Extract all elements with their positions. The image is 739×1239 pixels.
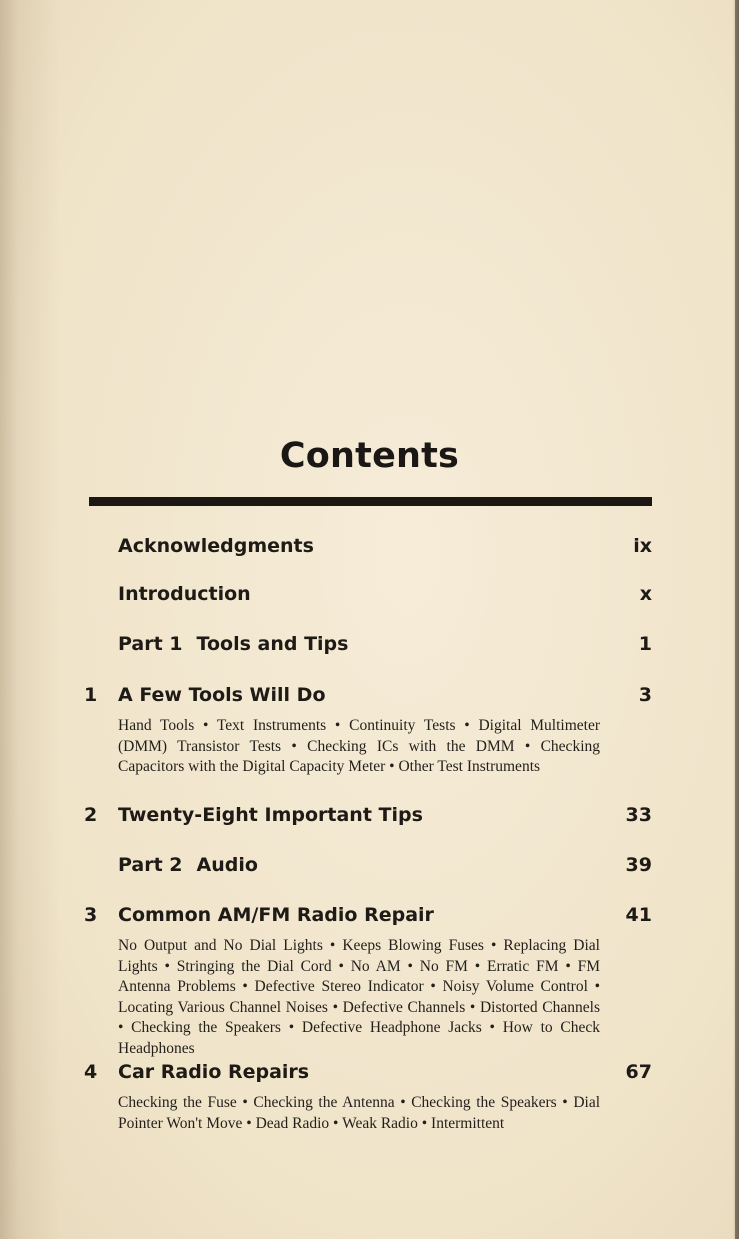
toc-entry-acknowledgments[interactable] (84, 533, 652, 559)
toc-chapter-number: 2 (84, 804, 98, 826)
toc-entry-title: Introduction (118, 583, 251, 605)
toc-entry-page: x (639, 583, 652, 605)
toc-chapter-number: 3 (84, 904, 98, 926)
toc-entry-page: 33 (625, 804, 652, 826)
toc-entry-chapter-3[interactable] (84, 902, 652, 1059)
toc-entry-title: Audio (196, 854, 258, 876)
toc-entry-page: 41 (625, 904, 652, 926)
toc-entry-page: 39 (625, 854, 652, 876)
toc-entry-title: Car Radio Repairs (118, 1061, 310, 1083)
toc-entry-title: Common AM/FM Radio Repair (118, 904, 434, 926)
toc-entry-introduction[interactable] (84, 581, 652, 607)
page-title: Contents (279, 436, 460, 476)
toc-entry-chapter-4[interactable] (84, 1059, 652, 1134)
toc-entry-description: No Output and No Dial Lights • Keeps Blowing Fuses • Replacing Dial Lights • Stringing the Dial Cord • No AM • No FM • Erratic FM • FM Antenna Problems • Defective Stereo Indicator • Noisy Volume Control • Locating Various Channel Noises • Defective Channels • Distorted Channels • Checking the Speakers • Defective Headphone Jacks • How to Check Headphones (118, 937, 600, 1057)
toc-part-number: Part 2 (118, 854, 183, 876)
toc-chapter-number: 1 (84, 684, 98, 706)
toc-entry-title: A Few Tools Will Do (118, 684, 326, 706)
toc-entry-part-1[interactable] (84, 631, 652, 657)
toc-entry-chapter-2[interactable] (84, 802, 652, 828)
toc-entry-description: Hand Tools • Text Instruments • Continuity Tests • Digital Multimeter (DMM) Transistor Tests • Checking ICs with the DMM • Checking Capacitors with the Digital Capacity Meter • Other Test Instruments (118, 717, 600, 775)
toc-entry-title: Acknowledgments (118, 535, 314, 557)
toc-entry-page: ix (633, 535, 652, 557)
title-rule (89, 497, 652, 506)
toc-chapter-number: 4 (84, 1061, 98, 1083)
toc-part-heading (118, 631, 348, 657)
toc-entry-page: 3 (638, 684, 652, 706)
toc-entry-description: Checking the Fuse • Checking the Antenna • Checking the Speakers • Dial Pointer Won't Move • Dead Radio • Weak Radio • Intermittent (118, 1094, 600, 1132)
toc-part-heading (118, 852, 258, 878)
toc-entry-page: 1 (638, 633, 652, 655)
page-edge-shadow (735, 0, 739, 1239)
toc-entry-chapter-1[interactable] (84, 682, 652, 778)
toc-entry-part-2[interactable] (84, 852, 652, 878)
toc-entry-page: 67 (625, 1061, 652, 1083)
toc-entry-title: Tools and Tips (196, 633, 349, 655)
toc-part-number: Part 1 (118, 633, 183, 655)
toc-entry-title: Twenty-Eight Important Tips (118, 804, 423, 826)
